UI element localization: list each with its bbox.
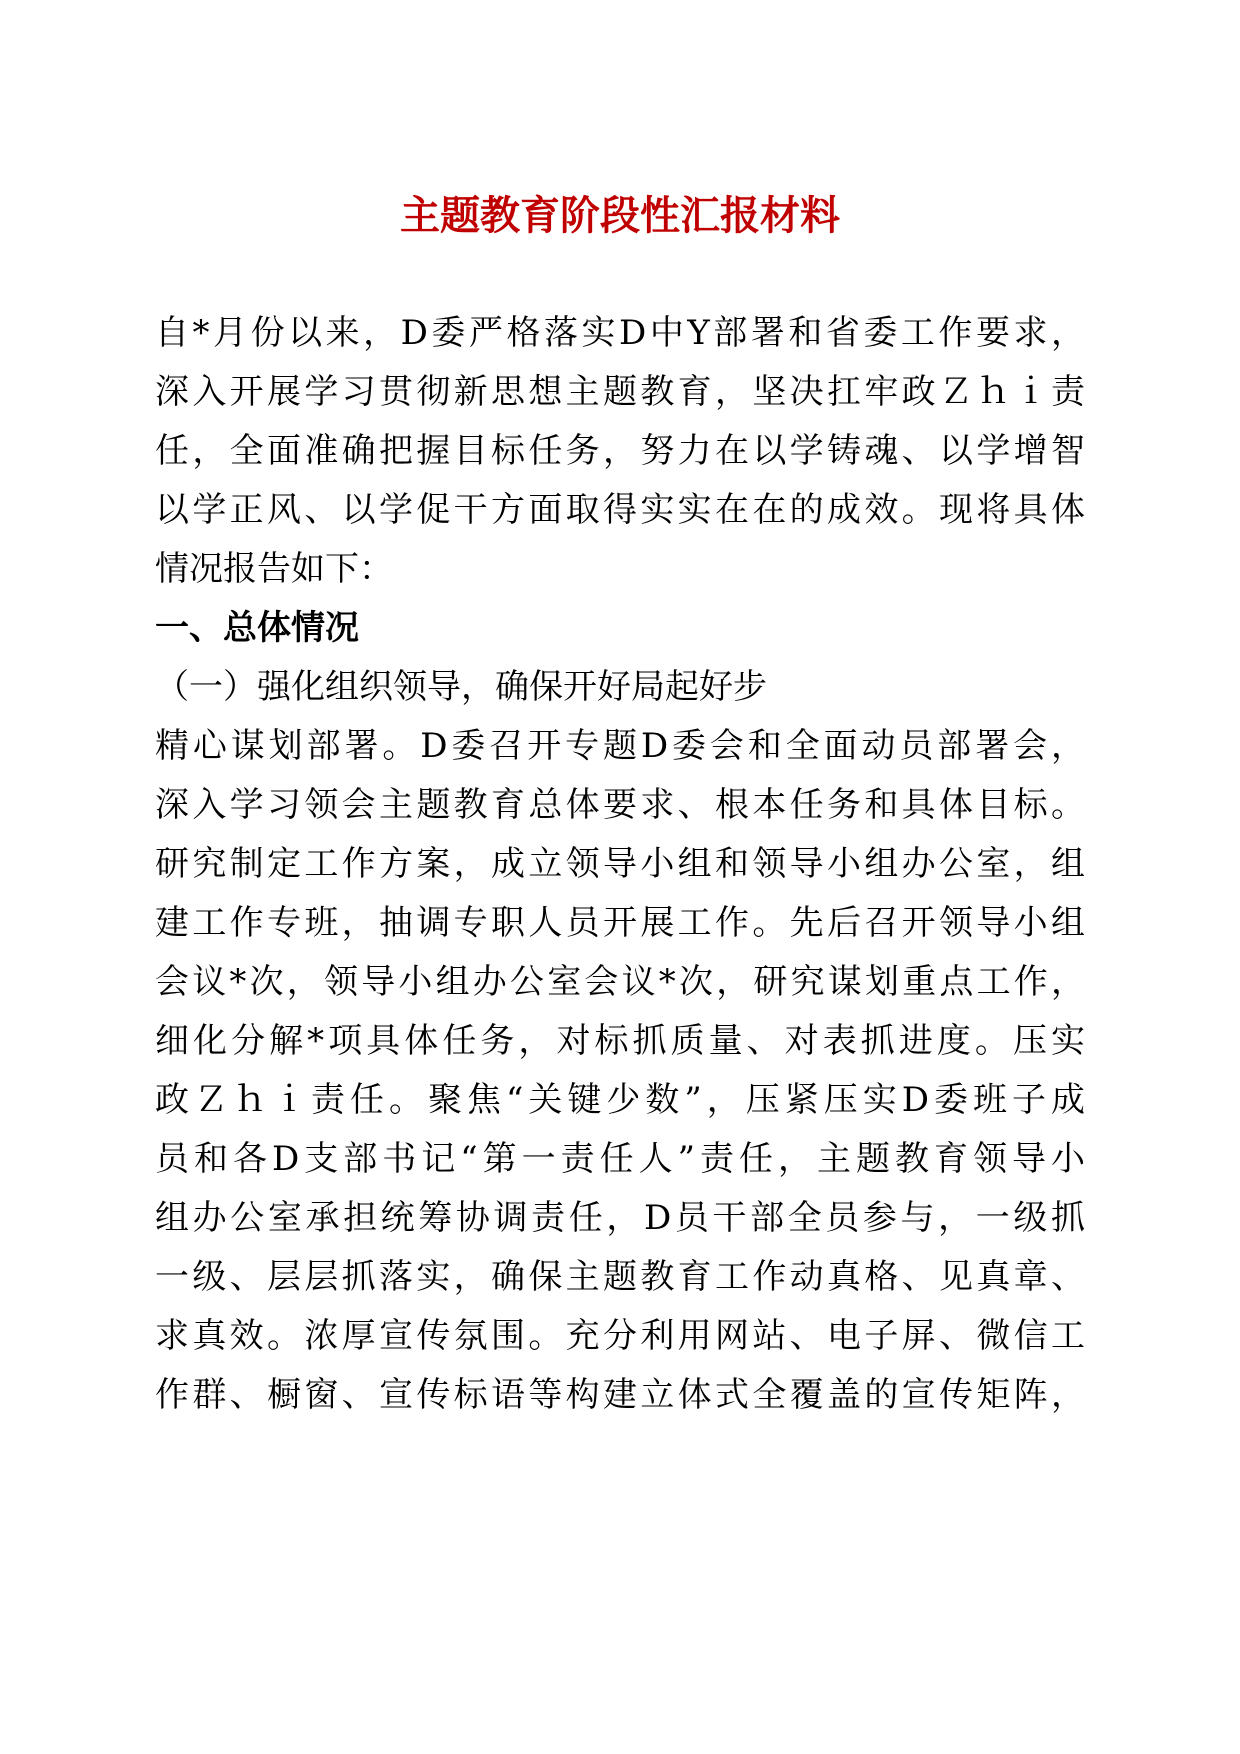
body-line: 自*月份以来，D委严格落实D中Y部署和省委工作要求，: [155, 313, 1085, 353]
body-line: 研究制定工作方案，成立领导小组和领导小组办公室，组: [155, 844, 1085, 884]
body-line: 深入开展学习贯彻新思想主题教育，坚决扛牢政Ｚｈｉ责: [155, 372, 1085, 412]
body-line: 一级、层层抓落实，确保主题教育工作动真格、见真章、: [155, 1257, 1085, 1297]
document-title: 主题教育阶段性汇报材料: [400, 192, 840, 239]
body-line: 员和各D支部书记“第一责任人”责任，主题教育领导小: [155, 1139, 1085, 1179]
body-line: 情况报告如下：: [155, 549, 393, 589]
body-line: 求真效。浓厚宣传氛围。充分利用网站、电子屏、微信工: [155, 1316, 1085, 1356]
body-line: 作群、橱窗、宣传标语等构建立体式全覆盖的宣传矩阵，: [155, 1375, 1085, 1415]
section-heading: 一、总体情况: [155, 608, 359, 648]
subsection-heading: （一）强化组织领导，确保开好局起好步: [155, 667, 767, 707]
body-line: 组办公室承担统筹协调责任，D员干部全员参与，一级抓: [155, 1198, 1085, 1238]
body-line: 任，全面准确把握目标任务，努力在以学铸魂、以学增智: [155, 431, 1085, 471]
body-line: 深入学习领会主题教育总体要求、根本任务和具体目标。: [155, 785, 1085, 825]
body-line: 政Ｚｈｉ责任。聚焦“关键少数”，压紧压实D委班子成: [155, 1080, 1085, 1120]
body-line: 细化分解*项具体任务，对标抓质量、对表抓进度。压实: [155, 1021, 1085, 1061]
body-line: 以学正风、以学促干方面取得实实在在的成效。现将具体: [155, 490, 1085, 530]
body-line: 建工作专班，抽调专职人员开展工作。先后召开领导小组: [155, 903, 1085, 943]
body-line: 会议*次，领导小组办公室会议*次，研究谋划重点工作，: [155, 962, 1085, 1002]
body-line: 精心谋划部署。D委召开专题D委会和全面动员部署会，: [155, 726, 1085, 766]
